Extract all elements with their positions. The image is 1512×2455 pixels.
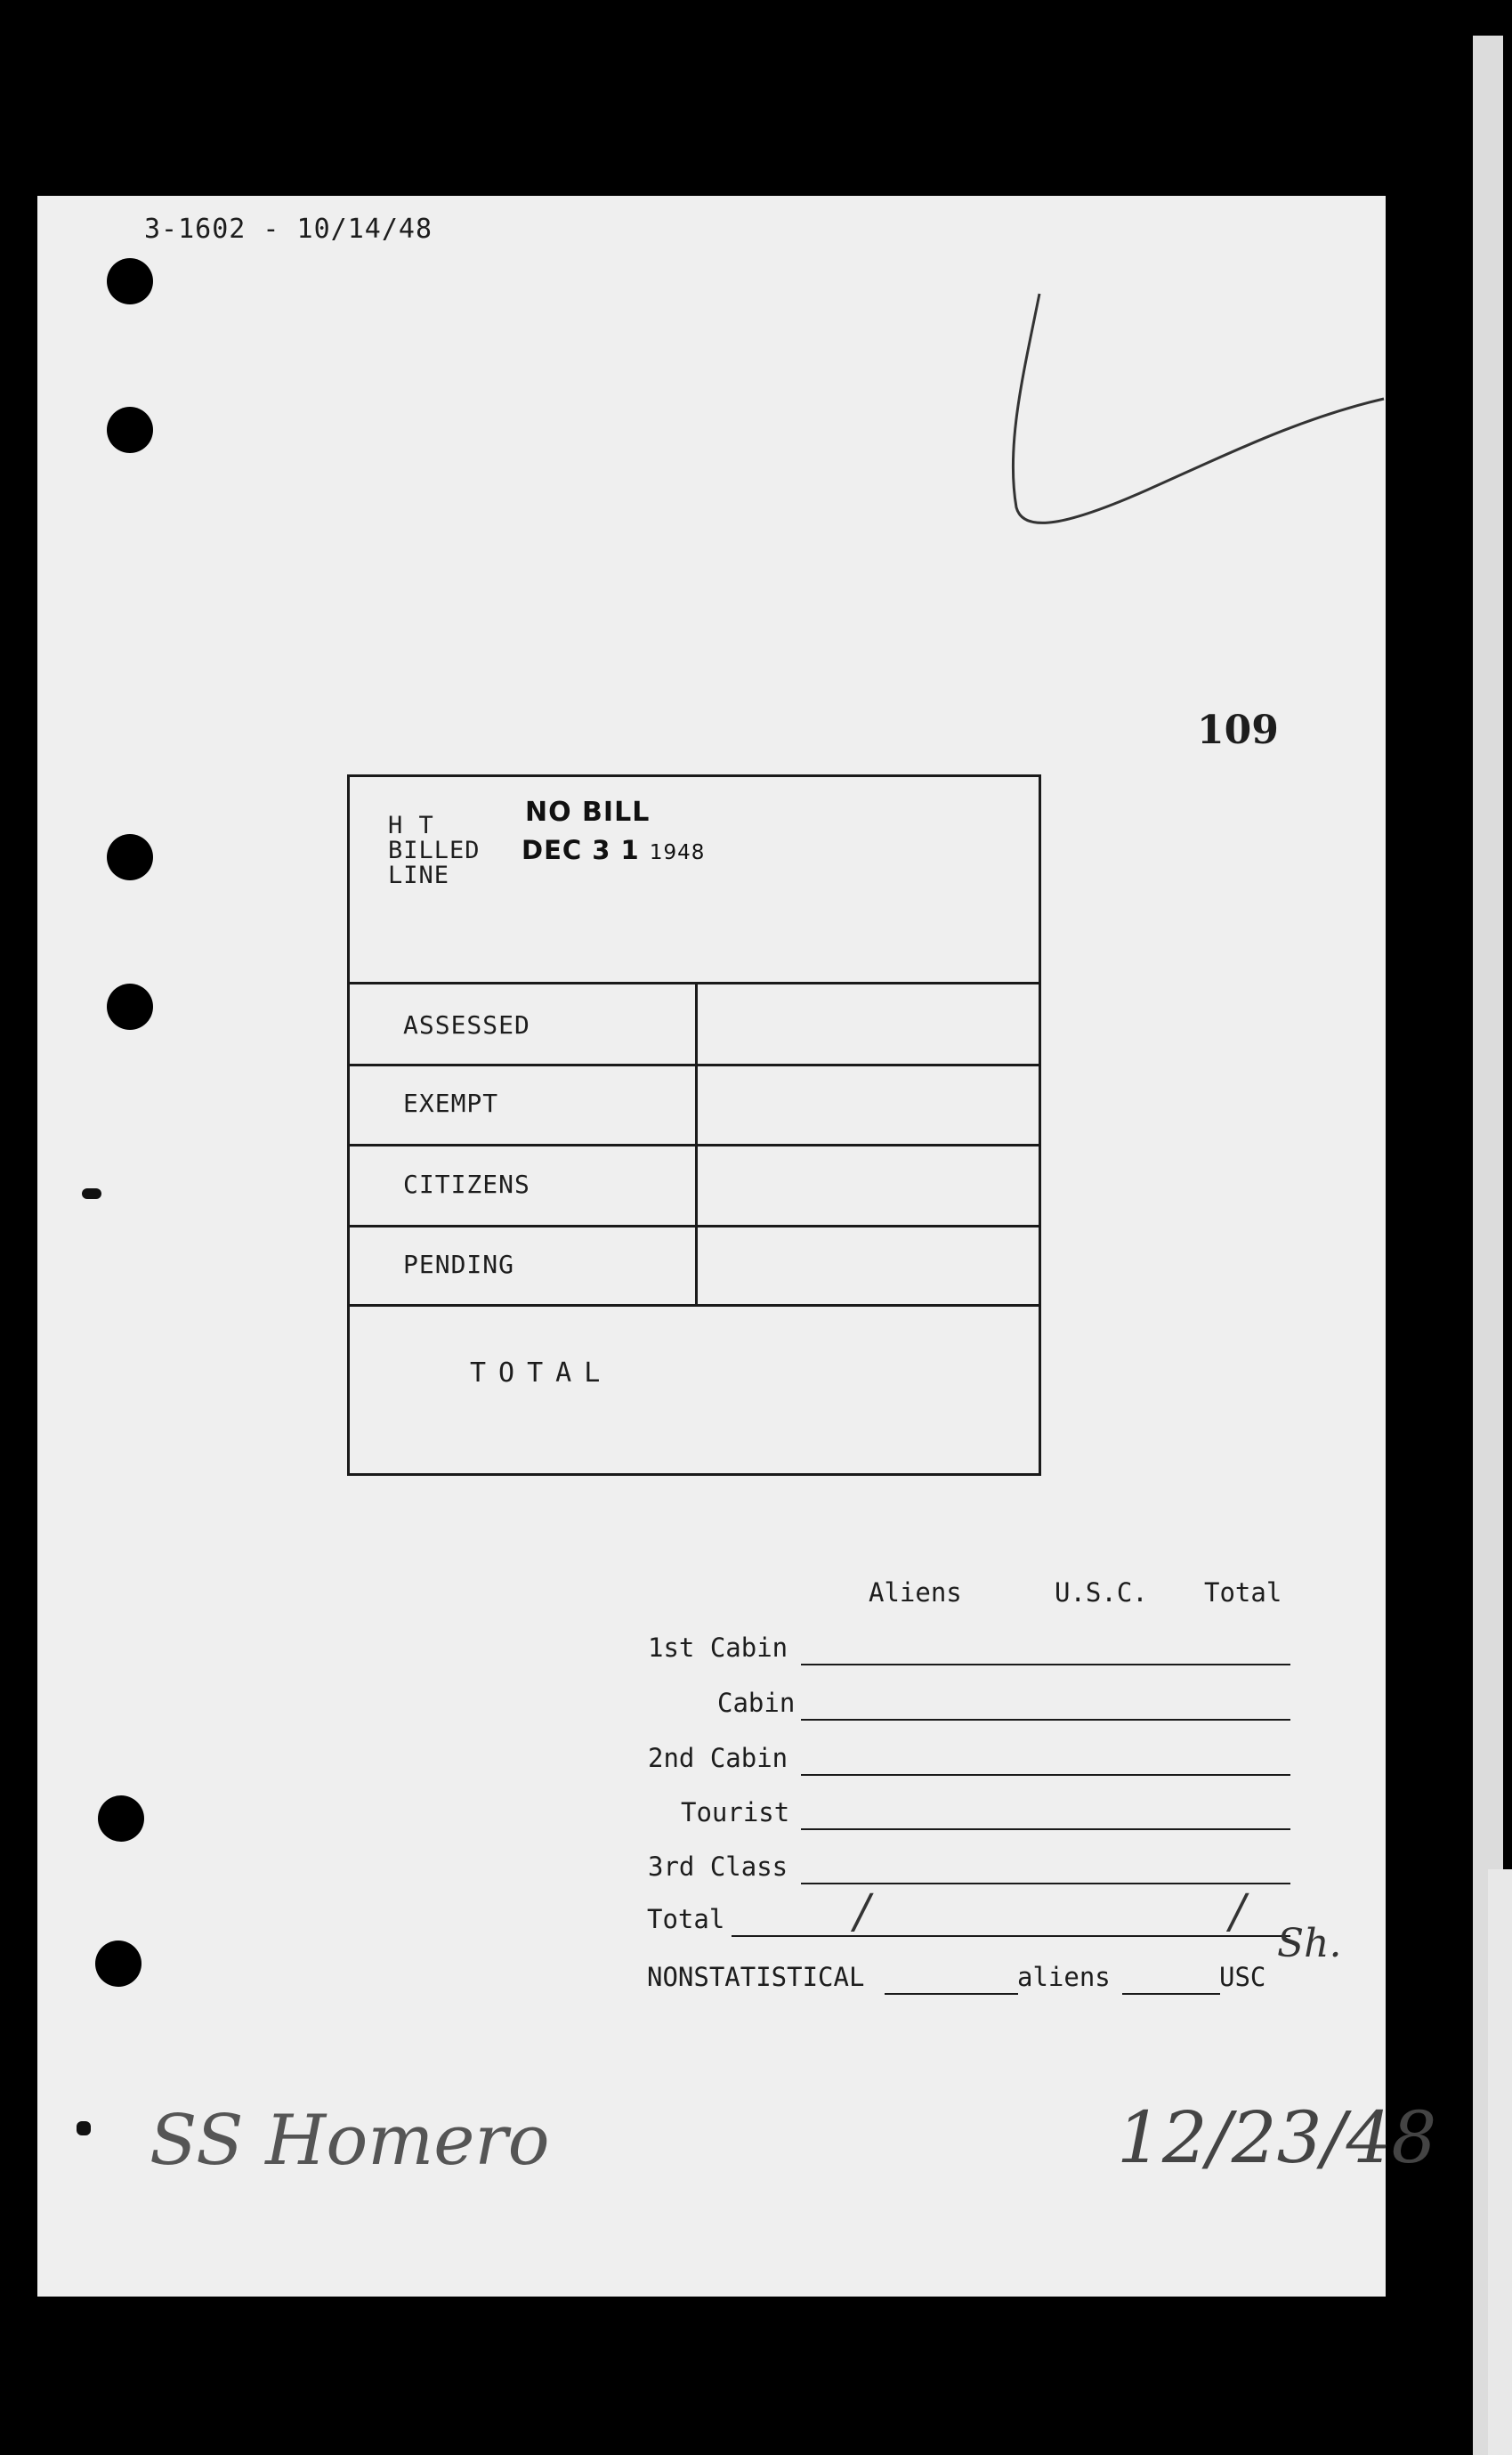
blank-line (801, 1883, 1290, 1884)
total-label: TOTAL (470, 1357, 613, 1389)
row-pending: PENDING (403, 1250, 515, 1279)
row-assessed: ASSESSED (403, 1010, 530, 1040)
header-aliens: Aliens (869, 1577, 962, 1608)
header-total: Total (1204, 1577, 1282, 1608)
row-2nd-cabin: 2nd Cabin (648, 1743, 788, 1773)
box-label-line: LINE (388, 862, 450, 889)
box-column-divider (695, 982, 698, 1304)
blank-line (801, 1719, 1290, 1721)
total-aliens-mark: / (854, 1885, 870, 1939)
row-tourist: Tourist (681, 1797, 790, 1827)
date-stamp (522, 835, 705, 865)
date-stamp-year: 1948 (649, 841, 706, 864)
row-total: Total (647, 1904, 725, 1934)
box-divider (350, 1064, 1039, 1066)
box-divider (350, 1304, 1039, 1307)
row-cabin: Cabin (717, 1688, 796, 1718)
aliens-label: aliens (1017, 1962, 1111, 1992)
handwritten-date: 12/23/48 (1117, 2096, 1437, 2179)
row-1st-cabin: 1st Cabin (648, 1633, 788, 1663)
date-stamp-day: DEC 3 1 (522, 835, 640, 865)
ship-name: SS Homero (150, 2101, 550, 2181)
nonstatistical-label: NONSTATISTICAL (647, 1962, 865, 1992)
row-citizens: CITIZENS (403, 1170, 530, 1199)
box-divider (350, 982, 1039, 984)
box-divider (350, 1144, 1039, 1146)
row-exempt: EXEMPT (403, 1089, 499, 1118)
header-usc: U.S.C. (1055, 1577, 1148, 1608)
blank-line (801, 1664, 1290, 1665)
no-bill-stamp: NO BILL (525, 797, 651, 828)
form-code: 3-1602 - 10/14/48 (144, 214, 433, 245)
box-divider (350, 1225, 1039, 1228)
box-label-billed: BILLED (388, 837, 481, 864)
page-number: 109 (1197, 708, 1279, 753)
blank-line (885, 1993, 1018, 1995)
blank-line (801, 1828, 1290, 1830)
billing-box (347, 774, 1041, 1476)
initials: Sh. (1277, 1921, 1342, 1966)
box-label-ht: H T (388, 812, 434, 839)
total-total-mark: / (1230, 1885, 1246, 1939)
blank-line (732, 1935, 1290, 1937)
usc-label: USC (1219, 1962, 1266, 1992)
row-3rd-class: 3rd Class (648, 1851, 788, 1882)
blank-line (1122, 1993, 1220, 1995)
blank-line (801, 1774, 1290, 1776)
